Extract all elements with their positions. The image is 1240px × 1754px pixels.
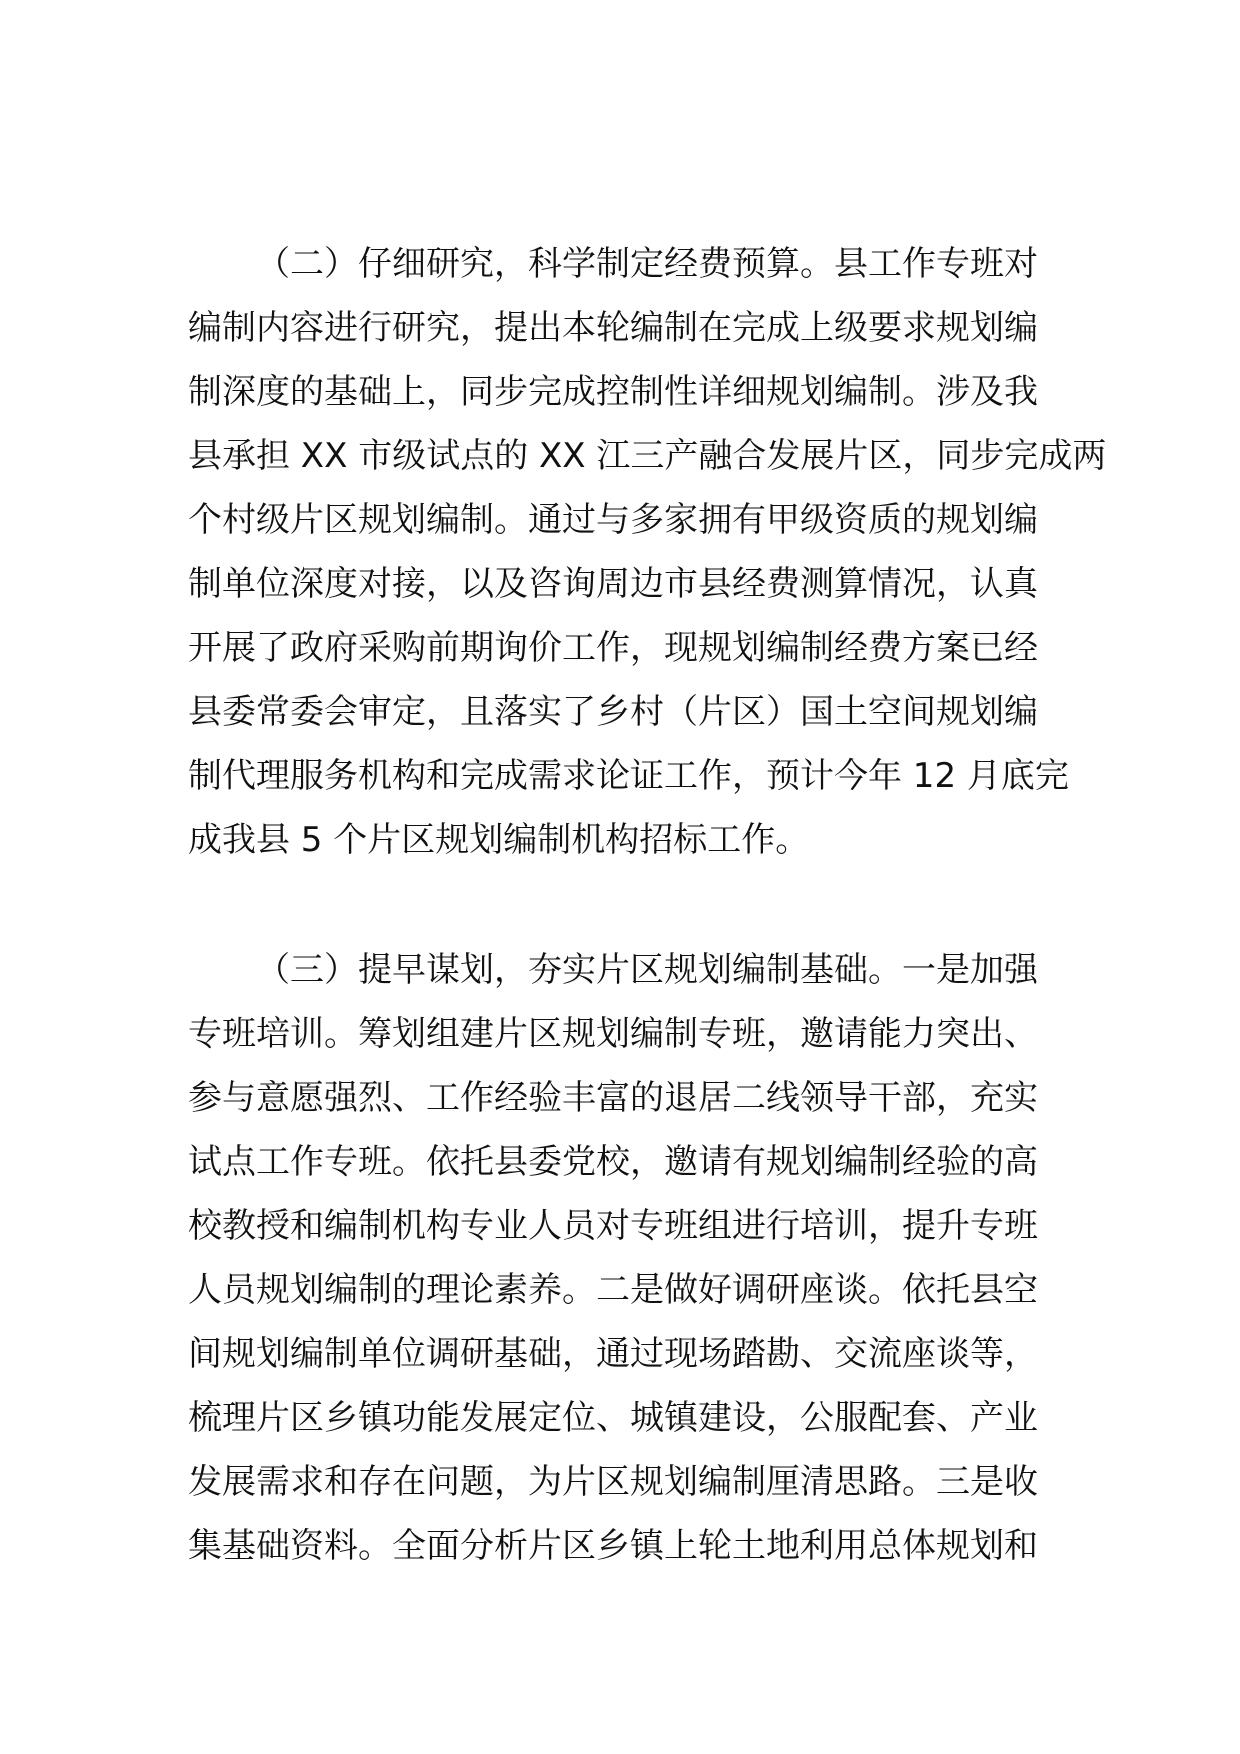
paragraph-line: （三）提早谋划，夯实片区规划编制基础。一是加强 <box>256 950 1038 990</box>
paragraph-line: 人员规划编制的理论素养。二是做好调研座谈。依托县空 <box>188 1270 1038 1310</box>
paragraph-line: （二）仔细研究，科学制定经费预算。县工作专班对 <box>256 244 1038 284</box>
paragraph-line: 梳理片区乡镇功能发展定位、城镇建设，公服配套、产业 <box>188 1398 1038 1438</box>
paragraph-line: 制深度的基础上，同步完成控制性详细规划编制。涉及我 <box>188 372 1038 412</box>
paragraph-line: 试点工作专班。依托县委党校，邀请有规划编制经验的高 <box>188 1142 1038 1182</box>
paragraph-budget <box>188 232 1107 872</box>
paragraph-line: 个村级片区规划编制。通过与多家拥有甲级资质的规划编 <box>188 500 1038 540</box>
paragraph-line: 成我县 5 个片区规划编制机构招标工作。 <box>188 820 810 860</box>
paragraph-line: 县承担 XX 市级试点的 XX 江三产融合发展片区，同步完成两 <box>188 436 1107 476</box>
paragraph-line: 制单位深度对接，以及咨询周边市县经费测算情况，认真 <box>188 564 1038 604</box>
paragraph-planning-foundation <box>188 938 1056 1578</box>
paragraph-line: 专班培训。筹划组建片区规划编制专班，邀请能力突出、 <box>188 1014 1038 1054</box>
paragraph-line: 制代理服务机构和完成需求论证工作，预计今年 12 月底完 <box>188 756 1069 796</box>
paragraph-line: 集基础资料。全面分析片区乡镇上轮土地利用总体规划和 <box>188 1526 1038 1566</box>
paragraph-line: 编制内容进行研究，提出本轮编制在完成上级要求规划编 <box>188 308 1038 348</box>
paragraph-line: 校教授和编制机构专业人员对专班组进行培训，提升专班 <box>188 1206 1038 1246</box>
paragraph-line: 发展需求和存在问题，为片区规划编制厘清思路。三是收 <box>188 1462 1038 1502</box>
paragraph-line: 县委常委会审定，且落实了乡村（片区）国土空间规划编 <box>188 692 1038 732</box>
paragraph-line: 开展了政府采购前期询价工作，现规划编制经费方案已经 <box>188 628 1038 668</box>
paragraph-line: 参与意愿强烈、工作经验丰富的退居二线领导干部，充实 <box>188 1078 1038 1118</box>
paragraph-line: 间规划编制单位调研基础，通过现场踏勘、交流座谈等， <box>188 1334 1038 1374</box>
